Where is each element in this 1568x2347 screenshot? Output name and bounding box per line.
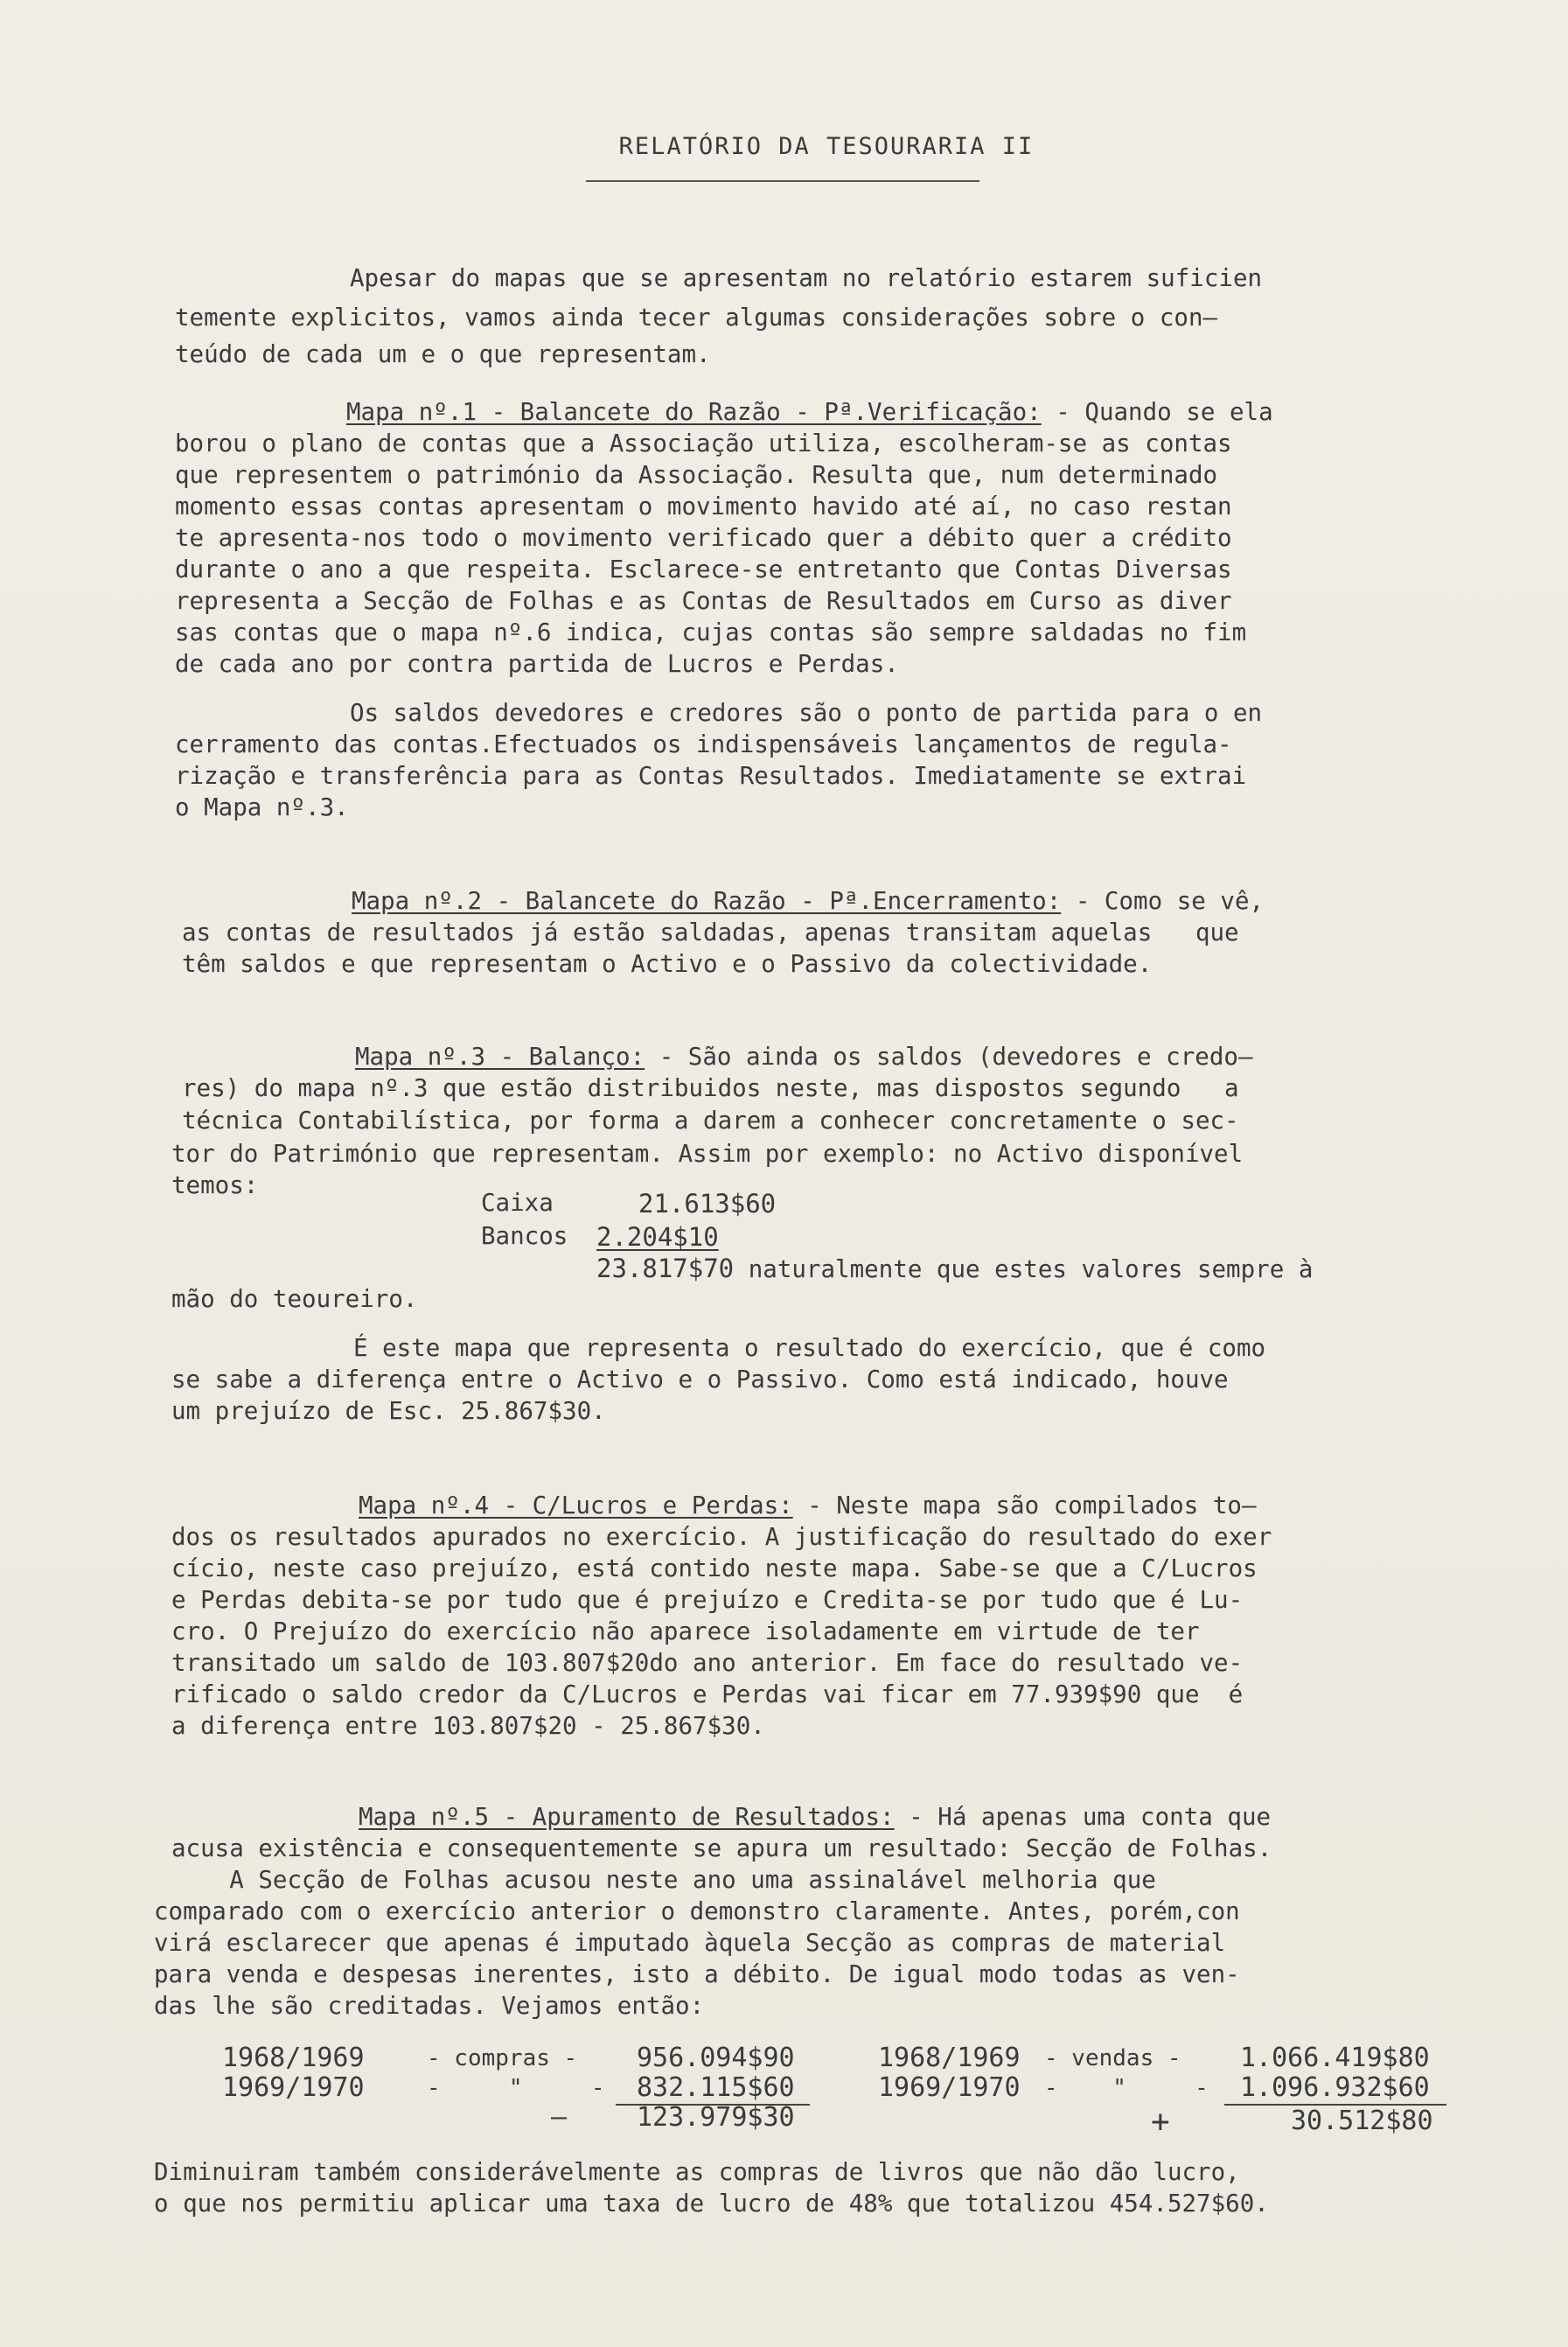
table-right-year: 1969/1970 (878, 2072, 1021, 2103)
mapa1-line: de cada ano por contra partida de Lucros e Perdas. (175, 650, 899, 678)
intro-line: temente explicitos, vamos ainda tecer algumas considerações sobre o con— (175, 304, 1218, 332)
mapa1-line: durante o ano a que respeita. Esclarece-se entretanto que Contas Diversas (175, 555, 1232, 583)
mapa5-line: das lhe são creditadas. Vejamos então: (154, 1992, 705, 2020)
mapa3-line: tor do Património que representam. Assim por exemplo: no Activo disponível (171, 1140, 1244, 1168)
mapa2-line: têm saldos e que representam o Activo e o Passivo da colectividade. (182, 950, 1153, 978)
title-underline (586, 180, 979, 182)
caixa-value: 21.613$60 (638, 1189, 777, 1219)
mapa1-para2-line: rização e transferência para as Contas Resultados. Imediatamente se extrai (175, 762, 1247, 790)
table-left-year: 1969/1970 (222, 2072, 365, 2103)
mapa1-line: representa a Secção de Folhas e as Contas de Resultados em Curso as diver (175, 587, 1232, 615)
mapa1-line: sas contas que o mapa nº.6 indica, cujas contas são sempre saldadas no fim (175, 618, 1247, 646)
mapa1-line: borou o plano de contas que a Associação utiliza, escolheram-se as contas (175, 430, 1232, 458)
mapa4-line: dos os resultados apurados no exercício. A justificação do resultado do exer (171, 1523, 1272, 1551)
table-right-value: 1.096.932$60 (1240, 2072, 1430, 2103)
caixa-label: Caixa (481, 1189, 554, 1217)
table-left-year: 1968/1969 (222, 2043, 365, 2073)
closing-line: Diminuiram também considerávelmente as compras de livros que não dão lucro, (154, 2158, 1240, 2186)
mapa5-line: Mapa nº.5 - Apuramento de Resultados: - Há apenas uma conta que (359, 1803, 1272, 1831)
table-left-total: 123.979$30 (637, 2102, 795, 2133)
mapa1-line: te apresenta-nos todo o movimento verificado quer a débito quer a crédito (175, 524, 1232, 552)
table-right-label: - " - (1044, 2075, 1209, 2101)
mapa4-line: Mapa nº.4 - C/Lucros e Perdas: - Neste mapa são compilados to— (359, 1491, 1257, 1519)
mapa5-line: virá esclarecer que apenas é imputado àquela Secção as compras de material (154, 1929, 1226, 1957)
mapa1-para2-line: Os saldos devedores e credores são o ponto de partida para o en (350, 699, 1263, 727)
mapa2-line: as contas de resultados já estão saldadas, apenas transitam aquelas que (182, 919, 1239, 946)
total-line: 23.817$70 naturalmente que estes valores sempre à (596, 1254, 1314, 1283)
mapa1-line: momento essas contas apresentam o movimento havido até aí, no caso restan (175, 492, 1232, 520)
mapa4-line: transitado um saldo de 103.807$20do ano anterior. Em face do resultado ve- (171, 1649, 1244, 1677)
mapa2-heading: Mapa nº.2 - Balancete do Razão - Pª.Encerramento: (352, 887, 1062, 915)
table-right-total-sign: + (1151, 2104, 1170, 2140)
bancos-value: 2.204$10 (596, 1222, 719, 1252)
mapa4-line: a diferença entre 103.807$20 - 25.867$30. (171, 1712, 765, 1740)
mapa4-line: e Perdas debita-se por tudo que é prejuízo e Credita-se por tudo que é Lu- (171, 1586, 1244, 1614)
bancos-label: Bancos (481, 1222, 568, 1250)
intro-line: teúdo de cada um e o que representam. (175, 340, 711, 368)
mapa5-line: A Secção de Folhas acusou neste ano uma assinalável melhoria que (171, 1866, 1156, 1894)
mapa5-line: comparado com o exercício anterior o demonstro claramente. Antes, porém,con (154, 1897, 1240, 1925)
mapa3-line: res) do mapa nº.3 que estão distribuidos neste, mas dispostos segundo a (182, 1074, 1239, 1102)
mapa4-heading: Mapa nº.4 - C/Lucros e Perdas: (359, 1491, 793, 1519)
mapa3-para2-line: se sabe a diferença entre o Activo e o Passivo. Como está indicado, houve (171, 1366, 1229, 1394)
closing-line: o que nos permitiu aplicar uma taxa de lucro de 48% que totalizou 454.527$60. (154, 2190, 1269, 2218)
mapa4-line: cício, neste caso prejuízo, está contido neste mapa. Sabe-se que a C/Lucros (171, 1554, 1258, 1582)
mapa1-para2-line: cerramento das contas.Efectuados os indispensáveis lançamentos de regula- (175, 730, 1232, 758)
table-left-value: 956.094$90 (637, 2043, 795, 2073)
mapa5-line: para venda e despesas inerentes, isto a débito. De igual modo todas as ven- (154, 1960, 1240, 1988)
table-right-value: 1.066.419$80 (1240, 2043, 1430, 2073)
table-left-value: 832.115$60 (637, 2072, 795, 2103)
table-left-total-sign: — (551, 2102, 568, 2133)
table-right-label: - vendas - (1044, 2045, 1181, 2071)
mapa1-line: Mapa nº.1 - Balancete do Razão - Pª.Verificação: - Quando se ela (346, 398, 1273, 426)
mapa3-line: Mapa nº.3 - Balanço: - São ainda os saldos (devedores e credo— (355, 1043, 1253, 1071)
mapa5-line: acusa existência e consequentemente se apura um resultado: Secção de Folhas. (171, 1834, 1272, 1862)
mapa1-para2-line: o Mapa nº.3. (175, 793, 349, 821)
table-left-label: - compras - (427, 2045, 578, 2071)
page-title: RELATÓRIO DA TESOURARIA II (618, 133, 1035, 160)
table-left-label: - " - (427, 2075, 605, 2101)
mapa3-para2-line: um prejuízo de Esc. 25.867$30. (171, 1397, 606, 1425)
total-value: 23.817$70 (596, 1254, 735, 1283)
mapa4-line: rificado o saldo credor da C/Lucros e Perdas vai ficar em 77.939$90 que é (171, 1680, 1244, 1708)
mapa3-line: mão do teoureiro. (171, 1285, 418, 1313)
mapa3-line: técnica Contabilística, por forma a darem a conhecer concretamente o sec- (182, 1107, 1239, 1135)
mapa1-heading: Mapa nº.1 - Balancete do Razão - Pª.Verificação: (346, 398, 1042, 426)
mapa3-heading: Mapa nº.3 - Balanço: (355, 1043, 645, 1071)
mapa5-heading: Mapa nº.5 - Apuramento de Resultados: (359, 1803, 895, 1831)
mapa1-line: que representem o património da Associação. Resulta que, num determinado (175, 461, 1218, 489)
mapa3-para2-line: É este mapa que representa o resultado do exercício, que é como (353, 1334, 1266, 1362)
mapa3-line: temos: (171, 1171, 259, 1199)
table-right-total: 30.512$80 (1291, 2106, 1433, 2136)
mapa4-line: cro. O Prejuízo do exercício não aparece isoladamente em virtude de ter (171, 1617, 1200, 1645)
table-right-year: 1968/1969 (878, 2043, 1021, 2073)
intro-line: Apesar do mapas que se apresentam no relatório estarem suficien (350, 264, 1263, 292)
mapa2-line: Mapa nº.2 - Balancete do Razão - Pª.Encerramento: - Como se vê, (352, 887, 1265, 915)
